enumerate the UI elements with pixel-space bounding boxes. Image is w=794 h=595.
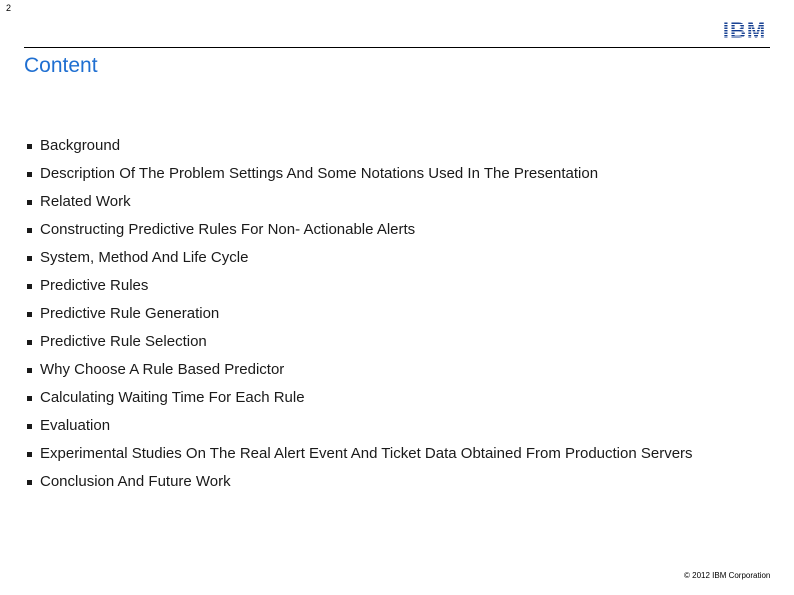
square-bullet-icon [27,480,32,485]
content-list-item [27,272,693,300]
ibm-logo [718,20,771,40]
content-item-label: Related Work [40,193,131,210]
square-bullet-icon [27,424,32,429]
copyright-footer: © 2012 IBM Corporation [684,571,771,580]
square-bullet-icon [27,144,32,149]
content-list-item [27,216,693,244]
content-list-item [27,244,693,272]
content-item-label: Conclusion And Future Work [40,473,231,490]
square-bullet-icon [27,312,32,317]
content-list-item [27,300,693,328]
content-item-label: Predictive Rule Selection [40,333,207,350]
square-bullet-icon [27,340,32,345]
ibm-logo-text: IBM [722,20,767,40]
square-bullet-icon [27,284,32,289]
content-item-label: Description Of The Problem Settings And Some Notations Used In The Presentation [40,165,599,182]
content-list-item [27,160,693,188]
square-bullet-icon [27,228,32,233]
content-list [27,132,693,496]
header-divider [24,47,770,48]
content-list-item [27,356,693,384]
square-bullet-icon [27,200,32,205]
square-bullet-icon [27,368,32,373]
content-item-label: Predictive Rules [40,277,149,294]
content-item-label: Experimental Studies On The Real Alert Event And Ticket Data Obtained From Production Servers [40,445,693,462]
slide-title: Content [24,54,98,77]
content-list-item [27,132,693,160]
square-bullet-icon [27,452,32,457]
content-list-item [27,188,693,216]
content-list-item [27,468,693,496]
content-list-item [27,384,693,412]
content-item-label: Background [40,137,121,154]
content-list-item [27,440,693,468]
content-item-label: Evaluation [40,417,111,434]
content-item-label: Predictive Rule Generation [40,305,220,322]
content-list-item [27,328,693,356]
content-item-label: System, Method And Life Cycle [40,249,249,266]
content-item-label: Why Choose A Rule Based Predictor [40,361,285,378]
content-item-label: Calculating Waiting Time For Each Rule [40,389,305,406]
page-number: 2 [6,3,12,13]
square-bullet-icon [27,396,32,401]
content-list-item [27,412,693,440]
square-bullet-icon [27,172,32,177]
square-bullet-icon [27,256,32,261]
content-item-label: Constructing Predictive Rules For Non- Actionable Alerts [40,221,416,238]
